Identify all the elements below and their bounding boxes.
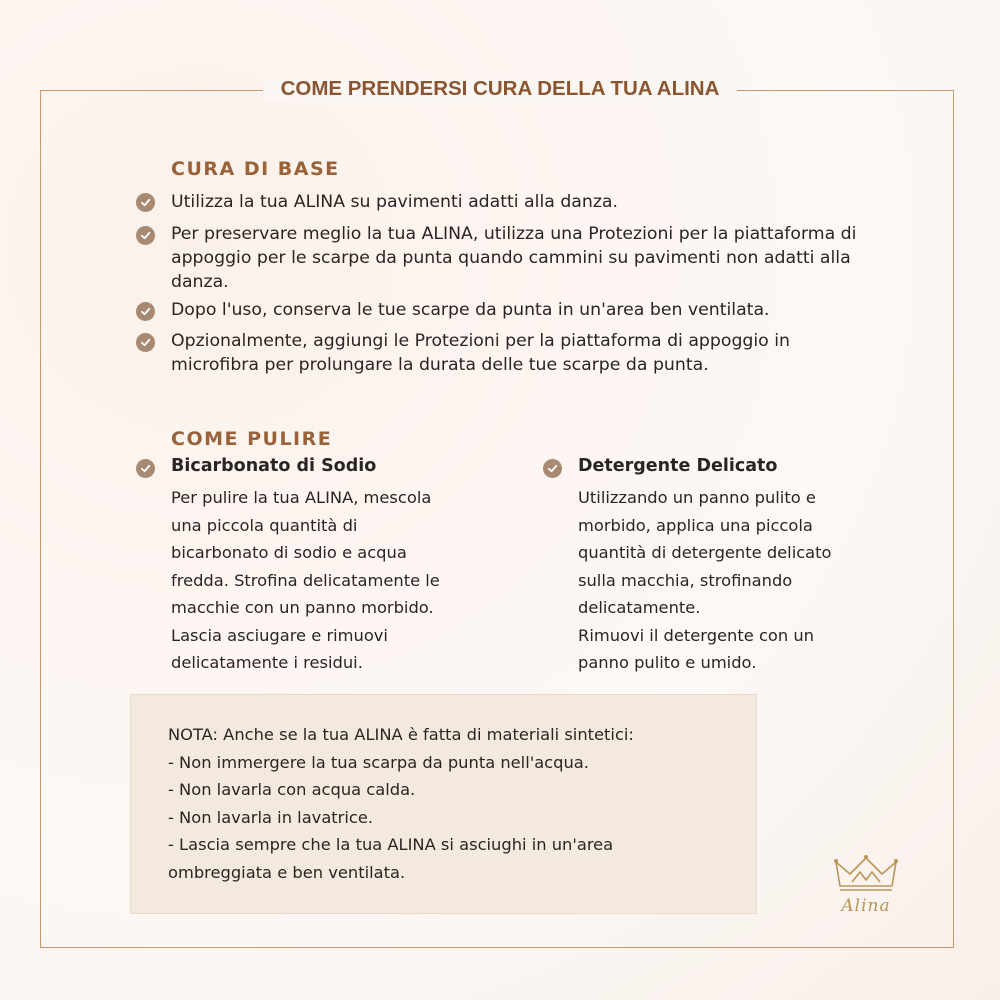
note-text: NOTA: Anche se la tua ALINA è fatta di materiali sintetici: - Non immergere la tua scarpa da punta nell'acqua. - Non lavarla con acqua calda. - Non lavarla in lavatrice. - Lascia sempre che la tua ALINA si asciughi in un'area ombreggiata e ben ventilata.	[168, 725, 634, 882]
cleaning-method-title-detergent: Detergente Delicato	[578, 456, 778, 476]
basic-care-item: Per preservare meglio la tua ALINA, utilizza una Protezioni per la piattaforma di appoggio per le scarpe da punta quando cammini su pavimenti non adatti alla danza.	[171, 224, 857, 292]
basic-care-item: Utilizza la tua ALINA su pavimenti adatti alla danza.	[171, 192, 619, 212]
check-icon	[136, 459, 155, 478]
section-heading-basic-care: CURA DI BASE	[171, 158, 340, 180]
crown-icon	[826, 852, 906, 896]
check-icon	[136, 226, 155, 245]
basic-care-item: Dopo l'uso, conserva le tue scarpe da punta in un'area ben ventilata.	[171, 300, 770, 320]
check-icon	[136, 302, 155, 321]
cleaning-method-body-baking-soda: Per pulire la tua ALINA, mescola una piccola quantità di bicarbonato di sodio e acqua fredda. Strofina delicatamente le macchie con un panno morbido. Lascia asciugare e rimuovi delicatamente i residui.	[171, 488, 440, 672]
check-icon	[136, 333, 155, 352]
alina-logo	[826, 852, 906, 922]
basic-care-item: Opzionalmente, aggiungi le Protezioni per la piattaforma di appoggio in microfibra per prolungare la durata delle tue scarpe da punta.	[171, 331, 791, 375]
check-icon	[543, 459, 562, 478]
check-icon	[136, 193, 155, 212]
page-title: COME PRENDERSI CURA DELLA TUA ALINA	[263, 77, 738, 101]
section-heading-cleaning: COME PULIRE	[171, 428, 333, 450]
page-title-wrapper	[0, 77, 1000, 101]
cleaning-method-body-detergent: Utilizzando un panno pulito e morbido, applica una piccola quantità di detergente delicato sulla macchia, strofinando delicatamente. Rimuovi il detergente con un panno pulito e umido.	[578, 488, 832, 672]
logo-text: Alina	[841, 896, 891, 916]
cleaning-method-title-baking-soda: Bicarbonato di Sodio	[171, 456, 377, 476]
